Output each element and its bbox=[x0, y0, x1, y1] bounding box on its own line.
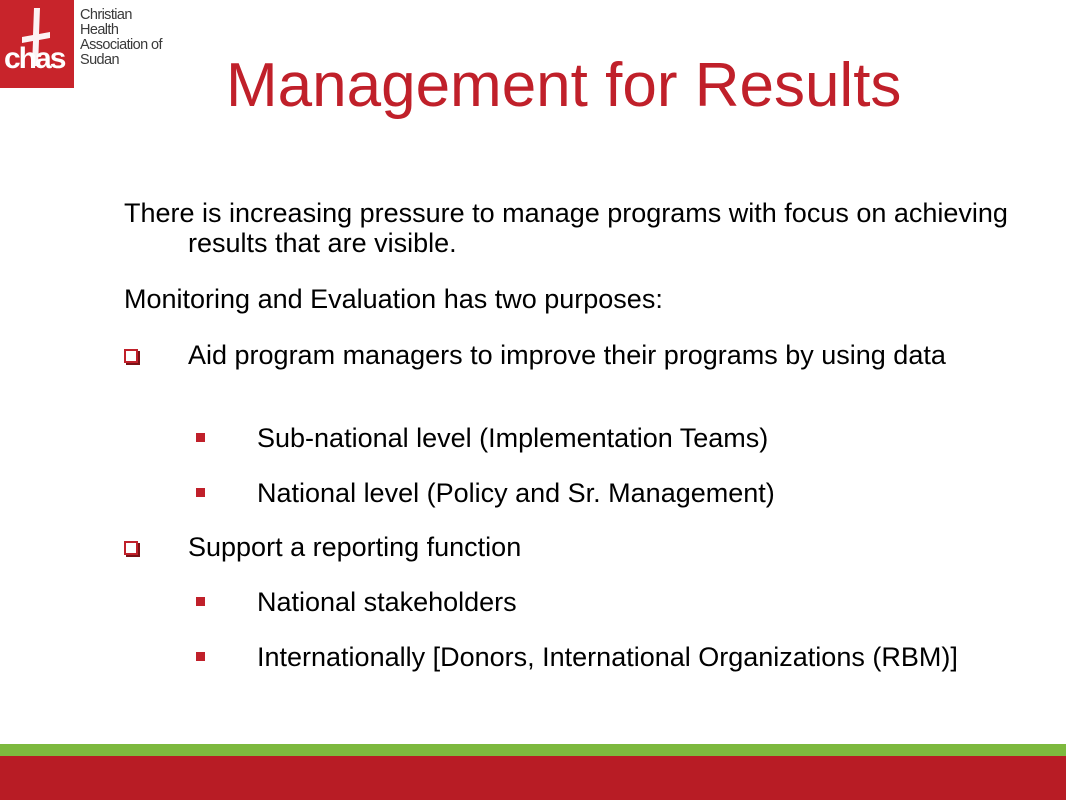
intro-paragraph: There is increasing pressure to manage programs with focus on achieving results that are visible. bbox=[124, 198, 1008, 258]
purpose-subitem-text: Internationally [Donors, International Organizations (RBM)] bbox=[257, 642, 958, 672]
hollow-square-bullet-icon bbox=[124, 541, 138, 555]
filled-square-bullet-icon bbox=[196, 433, 205, 442]
purpose-item-text: Aid program managers to improve their programs by using data bbox=[188, 340, 946, 370]
slide-title: Management for Results bbox=[226, 51, 902, 120]
purpose-item-text: Support a reporting function bbox=[188, 532, 522, 562]
footer-green-band bbox=[0, 744, 1066, 756]
purpose-item bbox=[124, 532, 964, 562]
logo-mark-text: chas bbox=[4, 42, 65, 75]
logo-name-line: Health bbox=[80, 22, 119, 38]
purpose-subitem bbox=[196, 587, 986, 617]
purpose-subitem bbox=[196, 642, 986, 672]
purpose-subitem-text: National stakeholders bbox=[257, 587, 517, 617]
purpose-subitem-text: National level (Policy and Sr. Management) bbox=[257, 478, 775, 508]
hollow-square-bullet-icon bbox=[124, 349, 138, 363]
purposes-heading: Monitoring and Evaluation has two purposes: bbox=[124, 284, 663, 314]
logo-name-line: Association of bbox=[80, 37, 162, 53]
logo-name-line: Christian bbox=[80, 7, 132, 23]
logo-name-line: Sudan bbox=[80, 52, 119, 68]
purpose-subitem bbox=[196, 478, 986, 508]
purpose-item bbox=[124, 340, 964, 370]
filled-square-bullet-icon bbox=[196, 488, 205, 497]
purpose-subitem-text: Sub-national level (Implementation Teams) bbox=[257, 423, 769, 453]
filled-square-bullet-icon bbox=[196, 597, 205, 606]
filled-square-bullet-icon bbox=[196, 652, 205, 661]
purpose-subitem bbox=[196, 423, 986, 453]
footer-red-band bbox=[0, 756, 1066, 800]
